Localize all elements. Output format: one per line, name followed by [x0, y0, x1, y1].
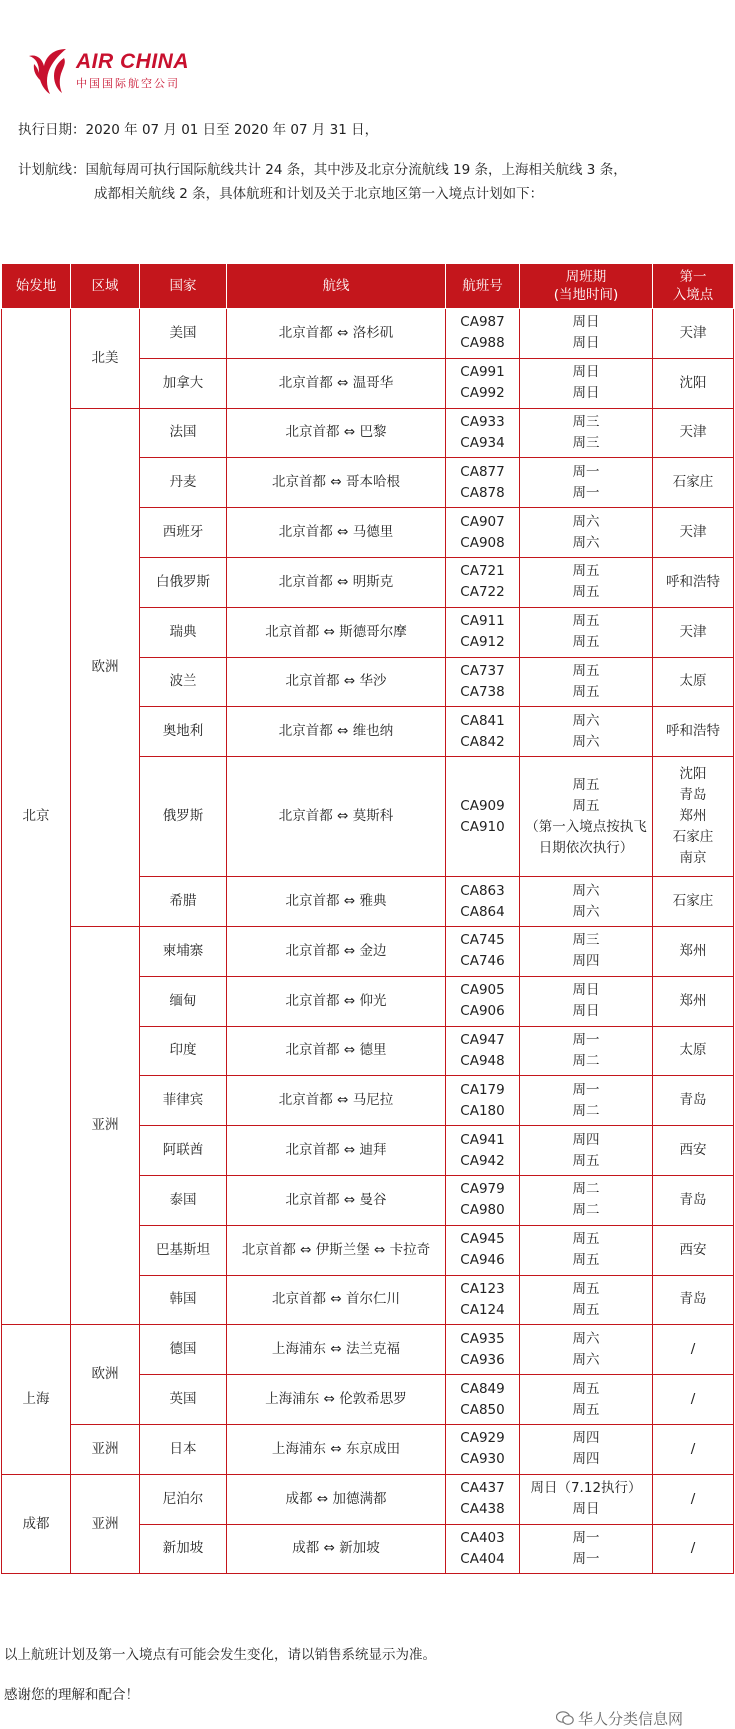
schedule-day: 周五	[572, 662, 600, 679]
schedule-day: 周五	[572, 1401, 600, 1418]
entry-point-cell	[653, 458, 734, 508]
header-entry-line1: 第一	[679, 269, 707, 285]
flight-number: CA933	[460, 413, 505, 430]
flight-number: CA906	[460, 1003, 505, 1020]
schedule-day: 周日（7.12执行）	[530, 1480, 642, 1497]
schedule-day: 周六	[572, 1351, 600, 1368]
entry-point-cell	[653, 309, 734, 359]
schedule-cell	[520, 1175, 653, 1225]
flight-number: CA942	[460, 1152, 505, 1169]
schedule-day: 周五	[572, 563, 600, 580]
entry-point-cell	[653, 557, 734, 607]
flight-number: CA437	[460, 1480, 505, 1497]
route-cell: 北京首都 ⇔ 德里	[227, 1026, 446, 1076]
schedule-cell	[520, 976, 653, 1026]
flight-number: CA947	[460, 1031, 505, 1048]
schedule-day: 周五	[572, 1252, 600, 1269]
route-cell: 北京首都 ⇔ 哥本哈根	[227, 458, 446, 508]
entry-point-cell	[653, 1325, 734, 1375]
schedule-day: 周日	[572, 335, 600, 352]
country-cell: 瑞典	[140, 607, 227, 657]
schedule-day: 周二	[572, 1052, 600, 1069]
country-cell: 菲律宾	[140, 1076, 227, 1126]
schedule-cell	[520, 358, 653, 408]
header-entry-line2: 入境点	[672, 287, 714, 303]
country-cell: 柬埔寨	[140, 926, 227, 976]
route-cell: 北京首都 ⇔ 曼谷	[227, 1175, 446, 1225]
country-cell: 日本	[140, 1424, 227, 1474]
schedule-cell	[520, 458, 653, 508]
flight-number-cell	[446, 1325, 520, 1375]
header-schedule-line2: (当地时间)	[553, 287, 619, 303]
entry-point-cell	[653, 358, 734, 408]
entry-point: 天津	[679, 324, 707, 341]
route-cell: 北京首都 ⇔ 斯德哥尔摩	[227, 607, 446, 657]
flight-number: CA912	[460, 634, 505, 651]
flight-number-cell	[446, 1524, 520, 1574]
flight-number-cell	[446, 1275, 520, 1325]
entry-point: 太原	[679, 1042, 707, 1059]
region-cell: 北美	[71, 309, 140, 409]
entry-point: 沈阳	[679, 766, 707, 783]
phoenix-logo-icon	[26, 46, 72, 96]
schedule-day: 周五	[572, 797, 600, 814]
country-cell: 印度	[140, 1026, 227, 1076]
country-cell: 英国	[140, 1375, 227, 1425]
table-row	[2, 1424, 734, 1474]
route-cell: 北京首都 ⇔ 金边	[227, 926, 446, 976]
schedule-day: 周六	[572, 903, 600, 920]
entry-point: 青岛	[679, 1092, 707, 1109]
route-cell: 北京首都 ⇔ 迪拜	[227, 1126, 446, 1176]
route-cell: 北京首都 ⇔ 首尔仁川	[227, 1275, 446, 1325]
flight-number-cell	[446, 877, 520, 927]
route-cell: 北京首都 ⇔ 伊斯兰堡 ⇔ 卡拉奇	[227, 1225, 446, 1275]
schedule-day: 周二	[572, 1102, 600, 1119]
entry-point-cell	[653, 607, 734, 657]
entry-point-cell	[653, 1076, 734, 1126]
schedule-cell	[520, 1474, 653, 1524]
schedule-day: 周日	[572, 364, 600, 381]
country-cell: 韩国	[140, 1275, 227, 1325]
schedule-day: 周二	[572, 1202, 600, 1219]
route-cell: 成都 ⇔ 新加坡	[227, 1524, 446, 1574]
country-cell: 白俄罗斯	[140, 557, 227, 607]
entry-point: 天津	[679, 623, 707, 640]
entry-point: /	[690, 1341, 696, 1358]
flight-schedule-table	[1, 263, 734, 1574]
flight-number-cell	[446, 408, 520, 458]
flight-number: CA987	[460, 314, 505, 331]
schedule-day: 周四	[572, 953, 600, 970]
entry-point: /	[690, 1540, 696, 1557]
flight-number: CA438	[460, 1501, 505, 1518]
flight-number: CA905	[460, 982, 505, 999]
flight-number: CA737	[460, 662, 505, 679]
schedule-day: 周六	[572, 513, 600, 530]
schedule-cell	[520, 707, 653, 757]
route-cell: 北京首都 ⇔ 雅典	[227, 877, 446, 927]
footer-thanks: 感谢您的理解和配合！	[4, 1687, 139, 1703]
entry-point-cell	[653, 1126, 734, 1176]
schedule-day: 周三	[572, 932, 600, 949]
flight-number: CA935	[460, 1330, 505, 1347]
country-cell: 奥地利	[140, 707, 227, 757]
entry-point: 西安	[679, 1142, 707, 1159]
schedule-cell	[520, 309, 653, 359]
schedule-cell	[520, 1375, 653, 1425]
flight-number: CA909	[460, 797, 505, 814]
country-cell: 俄罗斯	[140, 757, 227, 877]
flight-number: CA979	[460, 1181, 505, 1198]
flight-number: CA929	[460, 1430, 505, 1447]
flight-number-cell	[446, 1026, 520, 1076]
region-cell: 欧洲	[71, 1325, 140, 1425]
route-cell: 北京首都 ⇔ 马尼拉	[227, 1076, 446, 1126]
route-cell: 北京首都 ⇔ 华沙	[227, 657, 446, 707]
country-cell: 德国	[140, 1325, 227, 1375]
schedule-cell	[520, 408, 653, 458]
schedule-day: 周三	[572, 434, 600, 451]
flight-number: CA930	[460, 1451, 505, 1468]
route-cell: 北京首都 ⇔ 明斯克	[227, 557, 446, 607]
flight-number: CA877	[460, 463, 505, 480]
table-row	[2, 926, 734, 976]
entry-point: 郑州	[679, 808, 707, 825]
flight-number: CA849	[460, 1380, 505, 1397]
execution-dates: 执行日期：2020 年 07 月 01 日至 2020 年 07 月 31 日，	[18, 122, 379, 138]
schedule-day: 周日	[572, 1501, 600, 1518]
schedule-cell	[520, 1275, 653, 1325]
flight-number: CA980	[460, 1202, 505, 1219]
entry-point-cell	[653, 1524, 734, 1574]
schedule-cell	[520, 1225, 653, 1275]
country-cell: 美国	[140, 309, 227, 359]
wechat-icon	[556, 1711, 574, 1726]
schedule-cell	[520, 877, 653, 927]
flight-number-cell	[446, 976, 520, 1026]
entry-point-cell	[653, 1375, 734, 1425]
country-cell: 阿联酋	[140, 1126, 227, 1176]
flight-number-cell	[446, 926, 520, 976]
flight-number-cell	[446, 1175, 520, 1225]
flight-number: CA841	[460, 712, 505, 729]
entry-point: 郑州	[679, 992, 707, 1009]
schedule-cell	[520, 1424, 653, 1474]
header-schedule	[520, 264, 653, 309]
flight-number-cell	[446, 657, 520, 707]
flight-number: CA934	[460, 434, 505, 451]
flight-number-cell	[446, 557, 520, 607]
country-cell: 西班牙	[140, 508, 227, 558]
flight-number: CA404	[460, 1550, 505, 1567]
schedule-cell	[520, 1076, 653, 1126]
schedule-cell	[520, 1325, 653, 1375]
schedule-day: 周一	[572, 1081, 600, 1098]
schedule-cell	[520, 1126, 653, 1176]
flight-number: CA738	[460, 683, 505, 700]
table-row	[2, 1325, 734, 1375]
country-cell: 尼泊尔	[140, 1474, 227, 1524]
brand-name-en: AIR CHINA	[76, 50, 189, 73]
schedule-day: 周六	[572, 712, 600, 729]
flight-number: CA722	[460, 584, 505, 601]
flight-number: CA864	[460, 903, 505, 920]
schedule-cell	[520, 926, 653, 976]
flight-number-cell	[446, 1225, 520, 1275]
plan-text-line1: 计划航线：国航每周可执行国际航线共计 24 条，其中涉及北京分流航线 19 条，上海相关航线 3 条，	[18, 162, 627, 178]
origin-cell: 北京	[2, 309, 71, 1325]
origin-cell: 成都	[2, 1474, 71, 1574]
schedule-day: 周日	[572, 314, 600, 331]
flight-number: CA746	[460, 953, 505, 970]
schedule-day: 周五	[572, 634, 600, 651]
entry-point: 青岛	[679, 1191, 707, 1208]
schedule-cell	[520, 757, 653, 877]
country-cell: 泰国	[140, 1175, 227, 1225]
schedule-day: 周一	[572, 1529, 600, 1546]
flight-number: CA941	[460, 1131, 505, 1148]
entry-point: 郑州	[679, 942, 707, 959]
flight-number: CA992	[460, 385, 505, 402]
entry-point-cell	[653, 1175, 734, 1225]
flight-number-cell	[446, 1126, 520, 1176]
flight-number: CA850	[460, 1401, 505, 1418]
schedule-day: 周五	[572, 1301, 600, 1318]
schedule-day: 日期依次执行）	[538, 839, 634, 856]
entry-point: 青岛	[679, 787, 707, 804]
schedule-day: 周一	[572, 463, 600, 480]
region-cell: 亚洲	[71, 1424, 140, 1474]
schedule-day: 周三	[572, 413, 600, 430]
flight-number: CA910	[460, 818, 505, 835]
table-header-row	[2, 264, 734, 309]
route-cell: 成都 ⇔ 加德满都	[227, 1474, 446, 1524]
flight-number-cell	[446, 607, 520, 657]
schedule-cell	[520, 508, 653, 558]
entry-point: /	[690, 1440, 696, 1457]
schedule-cell	[520, 557, 653, 607]
route-cell: 上海浦东 ⇔ 伦敦希思罗	[227, 1375, 446, 1425]
air-china-logo	[26, 46, 196, 98]
country-cell: 新加坡	[140, 1524, 227, 1574]
flight-number-cell	[446, 309, 520, 359]
schedule-day: 周五	[572, 1231, 600, 1248]
schedule-day: （第一入境点按执飞	[525, 818, 647, 835]
header-origin: 始发地	[2, 264, 71, 309]
flight-number: CA945	[460, 1231, 505, 1248]
entry-point: 西安	[679, 1241, 707, 1258]
flight-number: CA721	[460, 563, 505, 580]
entry-point-cell	[653, 1424, 734, 1474]
route-cell: 北京首都 ⇔ 洛杉矶	[227, 309, 446, 359]
entry-point: 石家庄	[672, 893, 714, 910]
country-cell: 丹麦	[140, 458, 227, 508]
entry-point-cell	[653, 757, 734, 877]
flight-number: CA745	[460, 932, 505, 949]
route-cell: 北京首都 ⇔ 莫斯科	[227, 757, 446, 877]
plan-text-line2: 成都相关航线 2 条，具体航班和计划及关于北京地区第一入境点计划如下：	[94, 186, 544, 202]
route-cell: 北京首都 ⇔ 马德里	[227, 508, 446, 558]
flight-number-cell	[446, 707, 520, 757]
flight-number-cell	[446, 1076, 520, 1126]
flight-number: CA179	[460, 1081, 505, 1098]
entry-point: 太原	[679, 673, 707, 690]
entry-point-cell	[653, 1474, 734, 1524]
country-cell: 法国	[140, 408, 227, 458]
region-cell: 欧洲	[71, 408, 140, 926]
route-cell: 上海浦东 ⇔ 法兰克福	[227, 1325, 446, 1375]
header-schedule-line1: 周班期	[565, 269, 607, 285]
schedule-day: 周五	[572, 683, 600, 700]
region-cell: 亚洲	[71, 926, 140, 1324]
brand-name-cn: 中国国际航空公司	[76, 77, 180, 90]
schedule-day: 周四	[572, 1430, 600, 1447]
flight-number-cell	[446, 757, 520, 877]
entry-point: 青岛	[679, 1291, 707, 1308]
schedule-day: 周五	[572, 584, 600, 601]
flight-number: CA908	[460, 534, 505, 551]
schedule-day: 周一	[572, 1550, 600, 1567]
schedule-day: 周五	[572, 776, 600, 793]
flight-number: CA907	[460, 513, 505, 530]
schedule-cell	[520, 1026, 653, 1076]
flight-number-cell	[446, 1474, 520, 1524]
flight-number: CA878	[460, 484, 505, 501]
country-cell: 波兰	[140, 657, 227, 707]
entry-point-cell	[653, 877, 734, 927]
route-cell: 上海浦东 ⇔ 东京成田	[227, 1424, 446, 1474]
entry-point: 天津	[679, 524, 707, 541]
entry-point-cell	[653, 926, 734, 976]
flight-number: CA911	[460, 613, 505, 630]
header-flight-no: 航班号	[446, 264, 520, 309]
header-route: 航线	[227, 264, 446, 309]
flight-number: CA123	[460, 1280, 505, 1297]
route-cell: 北京首都 ⇔ 巴黎	[227, 408, 446, 458]
entry-point: 石家庄	[672, 829, 714, 846]
route-cell: 北京首都 ⇔ 温哥华	[227, 358, 446, 408]
entry-point: 天津	[679, 424, 707, 441]
schedule-day: 周五	[572, 1280, 600, 1297]
flight-number-cell	[446, 1375, 520, 1425]
schedule-cell	[520, 607, 653, 657]
flight-number-cell	[446, 508, 520, 558]
entry-point: 呼和浩特	[666, 573, 720, 590]
entry-point-cell	[653, 1225, 734, 1275]
schedule-day: 周五	[572, 1380, 600, 1397]
entry-point: /	[690, 1490, 696, 1507]
flight-number-cell	[446, 358, 520, 408]
route-cell: 北京首都 ⇔ 仰光	[227, 976, 446, 1026]
schedule-day: 周五	[572, 1152, 600, 1169]
schedule-day: 周六	[572, 733, 600, 750]
schedule-day: 周一	[572, 484, 600, 501]
table-row	[2, 408, 734, 458]
schedule-cell	[520, 657, 653, 707]
entry-point-cell	[653, 408, 734, 458]
entry-point: /	[690, 1391, 696, 1408]
entry-point: 沈阳	[679, 374, 707, 391]
schedule-day: 周四	[572, 1451, 600, 1468]
country-cell: 加拿大	[140, 358, 227, 408]
route-cell: 北京首都 ⇔ 维也纳	[227, 707, 446, 757]
region-cell: 亚洲	[71, 1474, 140, 1574]
schedule-day: 周六	[572, 1330, 600, 1347]
entry-point: 石家庄	[672, 474, 714, 491]
header-country: 国家	[140, 264, 227, 309]
entry-point-cell	[653, 508, 734, 558]
footer-note: 以上航班计划及第一入境点有可能会发生变化，请以销售系统显示为准。	[4, 1647, 436, 1663]
schedule-day: 周日	[572, 1003, 600, 1020]
schedule-day: 周一	[572, 1031, 600, 1048]
flight-number-cell	[446, 1424, 520, 1474]
schedule-day: 周四	[572, 1131, 600, 1148]
schedule-day: 周二	[572, 1181, 600, 1198]
flight-number: CA863	[460, 882, 505, 899]
header-entry-point	[653, 264, 734, 309]
schedule-day: 周六	[572, 534, 600, 551]
origin-cell: 上海	[2, 1325, 71, 1474]
schedule-day: 周日	[572, 982, 600, 999]
flight-number: CA946	[460, 1252, 505, 1269]
flight-number: CA842	[460, 733, 505, 750]
flight-number: CA991	[460, 364, 505, 381]
country-cell: 缅甸	[140, 976, 227, 1026]
schedule-cell	[520, 1524, 653, 1574]
entry-point-cell	[653, 1275, 734, 1325]
flight-number: CA180	[460, 1102, 505, 1119]
header-region: 区域	[71, 264, 140, 309]
entry-point: 南京	[679, 850, 707, 867]
schedule-day: 周日	[572, 385, 600, 402]
entry-point-cell	[653, 707, 734, 757]
table-row	[2, 309, 734, 359]
flight-number: CA988	[460, 335, 505, 352]
flight-number: CA936	[460, 1351, 505, 1368]
entry-point: 呼和浩特	[666, 723, 720, 740]
entry-point-cell	[653, 1026, 734, 1076]
entry-point-cell	[653, 976, 734, 1026]
table-row	[2, 1474, 734, 1524]
flight-number: CA403	[460, 1529, 505, 1546]
schedule-day: 周六	[572, 882, 600, 899]
schedule-day: 周五	[572, 613, 600, 630]
flight-number: CA948	[460, 1052, 505, 1069]
country-cell: 希腊	[140, 877, 227, 927]
watermark-text: 华人分类信息网	[578, 1709, 684, 1728]
country-cell: 巴基斯坦	[140, 1225, 227, 1275]
entry-point-cell	[653, 657, 734, 707]
flight-number: CA124	[460, 1301, 505, 1318]
watermark	[556, 1710, 683, 1726]
flight-number-cell	[446, 458, 520, 508]
